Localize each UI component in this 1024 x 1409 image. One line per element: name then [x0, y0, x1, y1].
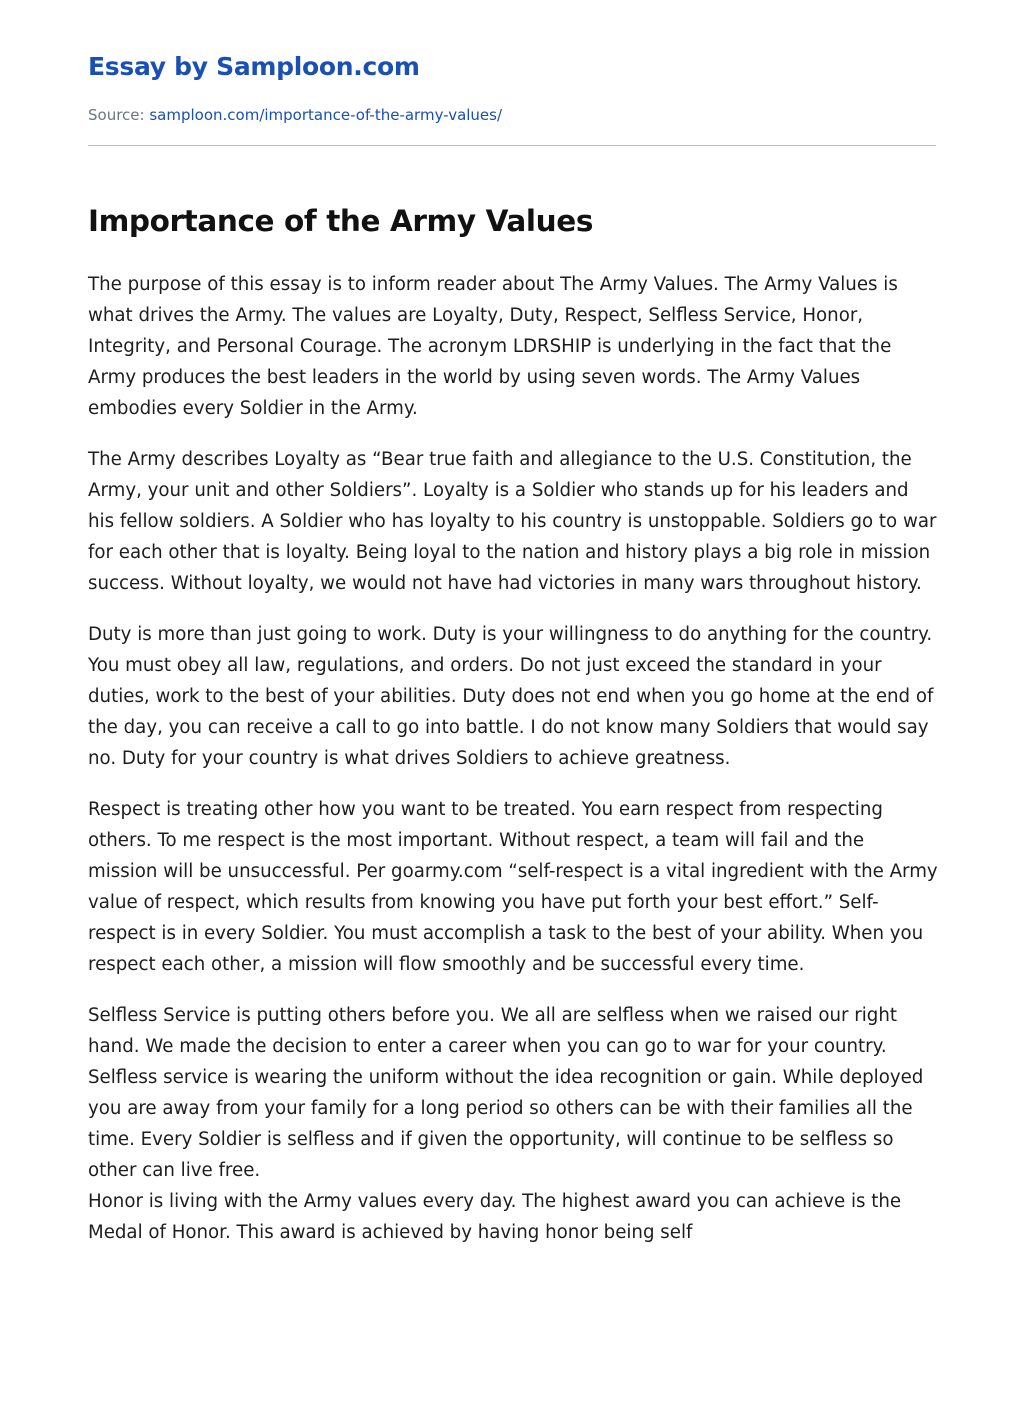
source-link[interactable]: samploon.com/importance-of-the-army-values/	[149, 106, 503, 124]
essay-paragraph: Duty is more than just going to work. Duty is your willingness to do anything for the country. You must obey all law, regulations, and orders. Do not just exceed the standard in your duties, work to the best of your abilities. Duty does not end when you go home at the end of the day, you can receive a call to go into battle. I do not know many Soldiers that would say no. Duty for your country is what drives Soldiers to achieve greatness.	[88, 624, 934, 769]
essay-paragraph: The purpose of this essay is to inform reader about The Army Values. The Army Values is what drives the Army. The values are Loyalty, Duty, Respect, Selfless Service, Honor, Integrity, and Personal Courage. The acronym LDRSHIP is underlying in the fact that the Army produces the best leaders in the world by using seven words. The Army Values embodies every Soldier in the Army.	[88, 274, 898, 419]
source-label: Source:	[88, 106, 145, 124]
site-brand[interactable]: Essay by Samploon.com	[88, 52, 420, 81]
essay-paragraph: Respect is treating other how you want to be treated. You earn respect from respecting others. To me respect is the most important. Without respect, a team will fail and the mission will be unsuccessful. Per goarmy.com “self-respect is a vital ingredient with the Army value of respect, which results from knowing you have put forth your best effort.” Self-respect is in every Soldier. You must accomplish a task to the best of your ability. When you respect each other, a mission will flow smoothly and be successful every time.	[88, 799, 938, 975]
essay-paragraph: Honor is living with the Army values every day. The highest award you can achieve is the Medal of Honor. This award is achieved by having honor being self	[88, 1191, 902, 1243]
header-divider	[88, 145, 936, 146]
essay-title: Importance of the Army Values	[88, 204, 593, 238]
essay-paragraph: The Army describes Loyalty as “Bear true faith and allegiance to the U.S. Constitution, the Army, your unit and other Soldiers”. Loyalty is a Soldier who stands up for his leaders and his fellow soldiers. A Soldier who has loyalty to his country is unstoppable. Soldiers go to war for each other that is loyalty. Being loyal to the nation and history plays a big role in mission success. Without loyalty, we would not have had victories in many wars throughout history.	[88, 449, 937, 594]
source-line	[88, 106, 502, 124]
essay-body	[88, 269, 938, 1268]
essay-paragraph: Selfless Service is putting others before you. We all are selfless when we raised our right hand. We made the decision to enter a career when you can go to war for your country. Selfless service is wearing the uniform without the idea recognition or gain. While deployed you are away from your family for a long period so others can be with their families all the time. Every Soldier is selfless and if given the opportunity, will continue to be selfless so other can live free.	[88, 1005, 924, 1181]
